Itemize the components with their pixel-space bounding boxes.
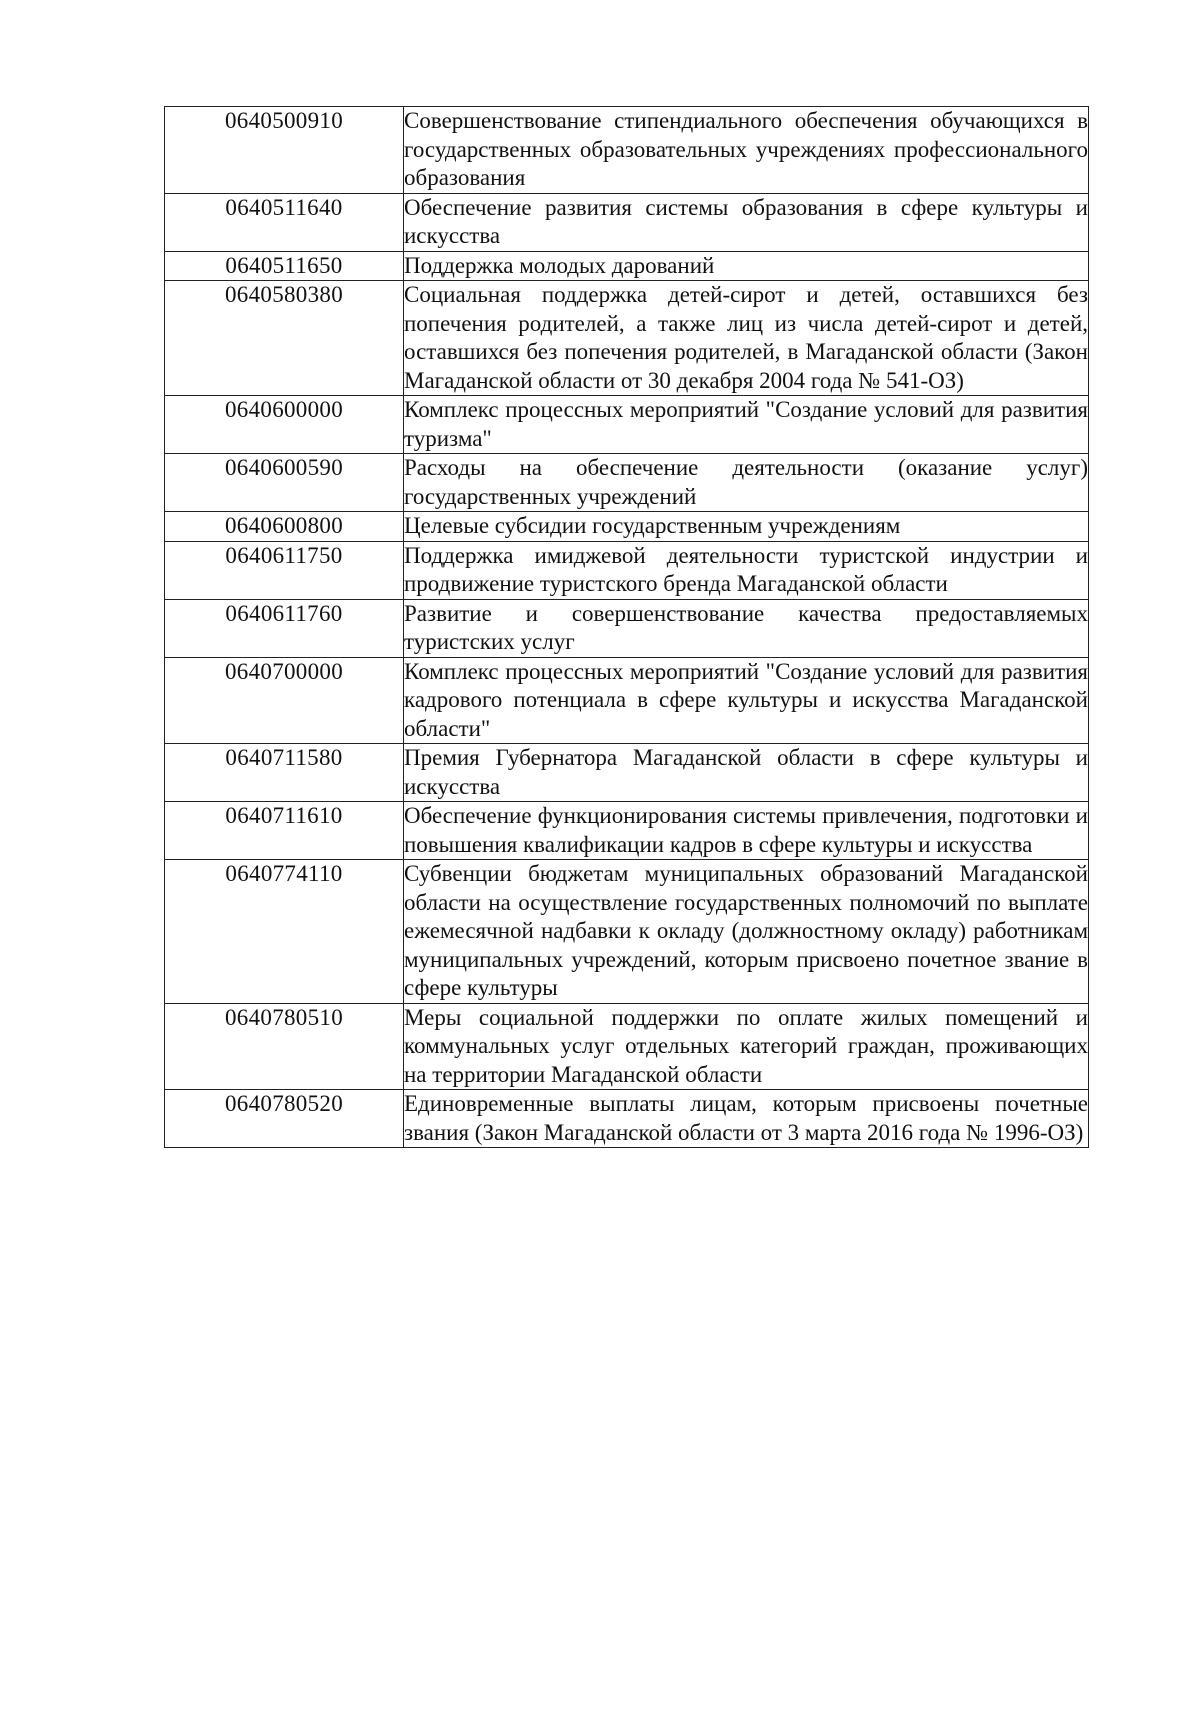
table-row: [165, 860, 1089, 1004]
row-code: 0640611760: [225, 600, 343, 626]
row-description: Целевые субсидии государственным учреждениям: [404, 512, 1089, 542]
row-code-cell: [165, 657, 404, 744]
table-row: [165, 802, 1089, 860]
table-row: [165, 396, 1089, 454]
row-description: Расходы на обеспечение деятельности (оказание услуг) государственных учреждений: [404, 454, 1089, 512]
table-row: [165, 1003, 1089, 1090]
row-code: 0640700000: [225, 658, 343, 684]
row-code: 0640511640: [225, 194, 343, 220]
row-description: Социальная поддержка детей-сирот и детей, оставшихся без попечения родителей, а также лиц из числа детей-сирот и детей, оставшихся без попечения родителей, в Магаданской области (Закон Магаданской области от 30 декабря 2004 года № 541-ОЗ): [404, 281, 1089, 396]
row-description: Совершенствование стипендиального обеспечения обучающихся в государственных образовательных учреждениях профессионального образования: [404, 107, 1089, 194]
table-row: [165, 599, 1089, 657]
row-code-cell: [165, 1090, 404, 1148]
row-code-cell: [165, 396, 404, 454]
table-row: [165, 193, 1089, 251]
row-description: Обеспечение развития системы образования в сфере культуры и искусства: [404, 193, 1089, 251]
row-code: 0640511650: [225, 252, 343, 278]
row-description: Обеспечение функционирования системы привлечения, подготовки и повышения квалификации кадров в сфере культуры и искусства: [404, 802, 1089, 860]
row-code: 0640580380: [225, 282, 343, 307]
table-row: [165, 454, 1089, 512]
row-code-cell: [165, 512, 404, 542]
row-description: Комплекс процессных мероприятий "Создание условий для развития туризма": [404, 396, 1089, 454]
table-row: [165, 1090, 1089, 1148]
row-code: 0640600590: [225, 455, 343, 480]
row-code: 0640500910: [225, 108, 343, 133]
row-code: 0640600000: [225, 397, 343, 422]
table-row: [165, 107, 1089, 194]
row-code-cell: [165, 193, 404, 251]
row-description: Развитие и совершенствование качества предоставляемых туристских услуг: [404, 599, 1089, 657]
row-description: Субвенции бюджетам муниципальных образований Магаданской области на осуществление государственных полномочий по выплате ежемесячной надбавки к окладу (должностному окладу) работникам муниципальных учреждений, которым присвоено почетное звание в сфере культуры: [404, 860, 1089, 1004]
row-description: Поддержка имиджевой деятельности туристской индустрии и продвижение туристского бренда Магаданской области: [404, 541, 1089, 599]
row-code: 0640780510: [225, 1004, 343, 1030]
table-row: [165, 657, 1089, 744]
row-code-cell: [165, 454, 404, 512]
table-row: [165, 512, 1089, 542]
table-row: [165, 541, 1089, 599]
table-row: [165, 251, 1089, 281]
budget-codes-table: [164, 106, 1089, 1148]
row-code-cell: [165, 251, 404, 281]
table-row: [165, 744, 1089, 802]
row-code: 0640711580: [225, 745, 343, 770]
row-code: 0640611750: [225, 542, 343, 568]
row-code-cell: [165, 860, 404, 1004]
row-code-cell: [165, 802, 404, 860]
row-code-cell: [165, 1003, 404, 1090]
row-description: Единовременные выплаты лицам, которым присвоены почетные звания (Закон Магаданской области от 3 марта 2016 года № 1996-ОЗ): [404, 1090, 1089, 1148]
row-code-cell: [165, 744, 404, 802]
row-code-cell: [165, 107, 404, 194]
row-code: 0640600800: [225, 513, 343, 538]
row-code: 0640774110: [225, 861, 343, 886]
table-row: [165, 281, 1089, 396]
row-code: 0640711610: [225, 803, 343, 828]
row-description: Поддержка молодых дарований: [404, 251, 1089, 281]
row-description: Комплекс процессных мероприятий "Создание условий для развития кадрового потенциала в сфере культуры и искусства Магаданской области": [404, 657, 1089, 744]
row-code: 0640780520: [225, 1091, 343, 1116]
row-code-cell: [165, 281, 404, 396]
row-description: Премия Губернатора Магаданской области в сфере культуры и искусства: [404, 744, 1089, 802]
row-code-cell: [165, 541, 404, 599]
row-description: Меры социальной поддержки по оплате жилых помещений и коммунальных услуг отдельных категорий граждан, проживающих на территории Магаданской области: [404, 1003, 1089, 1090]
table-body: [165, 107, 1089, 1148]
row-code-cell: [165, 599, 404, 657]
